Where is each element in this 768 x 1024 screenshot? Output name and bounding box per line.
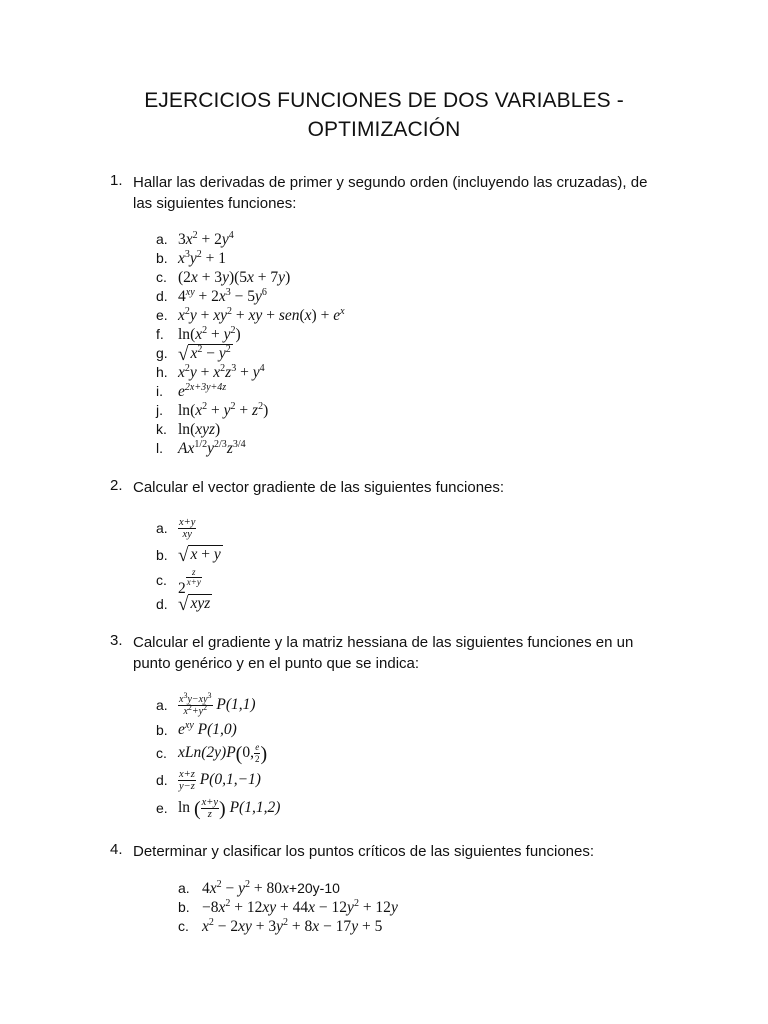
item-label: d. xyxy=(156,596,168,612)
function-expression: $4x^2 - y^2 + 80x+20y-10$ xyxy=(202,879,340,897)
function-expression: $-8x^2 + 12xy + 44x - 12y^2 + 12y$ xyxy=(202,898,398,916)
question-number: 3. xyxy=(110,632,123,649)
function-expression: $x^2 - 2xy + 3y^2 + 8x - 17y + 5$ xyxy=(202,917,383,935)
item-label: c. xyxy=(156,572,167,588)
question-3-items xyxy=(0,690,768,822)
function-expression: 2 $\frac{z}{x+y}$ xyxy=(178,567,201,597)
evaluation-point: P(1,1,2) xyxy=(229,799,281,816)
item-label: b. xyxy=(178,899,190,915)
item-label: c. xyxy=(156,745,167,761)
item-label: h. xyxy=(156,364,168,380)
item-label: f. xyxy=(156,326,164,342)
question-text: Determinar y clasificar los puntos críticos de las siguientes funciones: xyxy=(133,843,595,860)
list-item xyxy=(0,567,768,597)
list-item xyxy=(0,514,768,542)
list-item xyxy=(0,720,768,740)
list-item xyxy=(0,794,768,822)
question-2-items xyxy=(0,514,768,616)
item-label: e. xyxy=(156,307,168,323)
function-expression: √ x + y xyxy=(178,545,221,566)
function-expression: (2x + 3y)(5x + 7y) xyxy=(178,269,291,286)
item-label: a. xyxy=(156,697,168,713)
function-expression: $\frac{x+y}{xy}$ xyxy=(179,516,196,540)
item-label: c. xyxy=(156,269,167,285)
function-expression: $x^3y^2 + 1$ xyxy=(178,249,227,267)
list-item xyxy=(0,439,768,458)
list-item xyxy=(0,382,768,401)
list-item xyxy=(0,401,768,420)
evaluation-point: P(1,0) xyxy=(197,721,237,738)
question-text: Calcular el vector gradiente de las siguientes funciones: xyxy=(133,479,505,496)
list-item xyxy=(0,592,768,616)
item-label: b. xyxy=(156,722,168,738)
function-expression: $x^2y + xy^2$ + xy + $sen(x) + e^x$ xyxy=(178,306,345,324)
item-label: a. xyxy=(178,880,190,896)
function-expression: √ $x^2 - y^2$ xyxy=(178,344,231,365)
list-item xyxy=(0,268,768,287)
list-item xyxy=(0,306,768,325)
evaluation-point: P(0,1,−1) xyxy=(199,771,261,788)
item-label: a. xyxy=(156,231,168,247)
list-item xyxy=(0,879,768,898)
title-line-2: OPTIMIZACIÓN xyxy=(307,118,461,141)
item-label: a. xyxy=(156,520,168,536)
function-expression: $\ln(x^2 + y^2 + z^2)$ xyxy=(178,401,269,419)
expression-tail: +20y-10 xyxy=(288,880,340,896)
sen-function: sen xyxy=(278,307,300,324)
item-label: i. xyxy=(156,383,163,399)
function-expression: $\frac{x+z}{y-z}$ P(0,1,−1) xyxy=(179,768,261,792)
list-item xyxy=(0,287,768,306)
item-label: k. xyxy=(156,421,167,437)
question-4-items xyxy=(0,879,768,936)
list-item xyxy=(0,363,768,382)
question-text: Calcular el gradiente y la matriz hessiana de las siguientes funciones en un punto genérico y en el punto que se indica: xyxy=(133,634,634,672)
title-line-1: EJERCICIOS FUNCIONES DE DOS VARIABLES - xyxy=(144,89,624,112)
list-item xyxy=(0,917,768,936)
ln-function: ln xyxy=(178,799,191,816)
function-expression: $\ln(x^2 + y^2)$ xyxy=(178,325,241,343)
function-expression: $e^{2x+3y+4z}$ xyxy=(178,382,227,400)
document-title xyxy=(84,86,684,144)
list-item xyxy=(0,344,768,363)
function-expression: $\frac{x^3y-xy^3}{x^2+y^2}$ P(1,1) xyxy=(179,690,256,717)
item-label: c. xyxy=(178,918,189,934)
evaluation-point: P(1,1) xyxy=(216,696,256,713)
function-expression: ln(xyz) xyxy=(178,421,221,438)
list-item xyxy=(0,690,768,720)
ln-function: ln xyxy=(178,326,191,343)
list-item xyxy=(0,542,768,568)
function-expression: $4^{xy} + 2x^3 - 5y^6$ xyxy=(178,287,267,305)
function-expression: $3x^2 + 2y^4$ xyxy=(178,230,234,248)
ln-function: ln xyxy=(178,421,191,438)
evaluation-point: P xyxy=(226,744,236,761)
list-item xyxy=(0,230,768,249)
item-label: d. xyxy=(156,288,168,304)
question-number: 2. xyxy=(110,477,123,494)
function-expression: $x^2y + x^2z^3 + y^4$ xyxy=(178,363,265,381)
function-expression: $Ax^{1/2}y^{2/3}z^{3/4}$ xyxy=(178,439,246,457)
ln-function: ln xyxy=(178,402,191,419)
question-1-items xyxy=(0,230,768,458)
list-item xyxy=(0,420,768,439)
exponent: 2x+3y+4z xyxy=(184,382,227,393)
list-item xyxy=(0,325,768,344)
function-expression: $e^{xy}$ P(1,0) xyxy=(178,720,237,738)
item-label: l. xyxy=(156,440,163,456)
item-label: g. xyxy=(156,345,168,361)
question-number: 4. xyxy=(110,841,123,858)
item-label: b. xyxy=(156,547,168,563)
list-item xyxy=(0,766,768,794)
function-expression: xLn(2y)P(0, $\frac{e}{2}$ ) xyxy=(178,741,268,765)
question-number: 1. xyxy=(110,172,123,189)
question-text: Hallar las derivadas de primer y segundo orden (incluyendo las cruzadas), de las siguientes funciones: xyxy=(133,174,648,212)
xln-function: xLn(2y) xyxy=(178,744,227,761)
item-label: d. xyxy=(156,772,168,788)
item-label: j. xyxy=(156,402,163,418)
function-expression: ln ( $\frac{x+y}{z}$ ) P(1,1,2) xyxy=(178,796,281,820)
item-label: b. xyxy=(156,250,168,266)
list-item xyxy=(0,740,768,766)
list-item xyxy=(0,249,768,268)
item-label: e. xyxy=(156,800,168,816)
list-item xyxy=(0,898,768,917)
function-expression: √ xyz xyxy=(178,594,211,615)
